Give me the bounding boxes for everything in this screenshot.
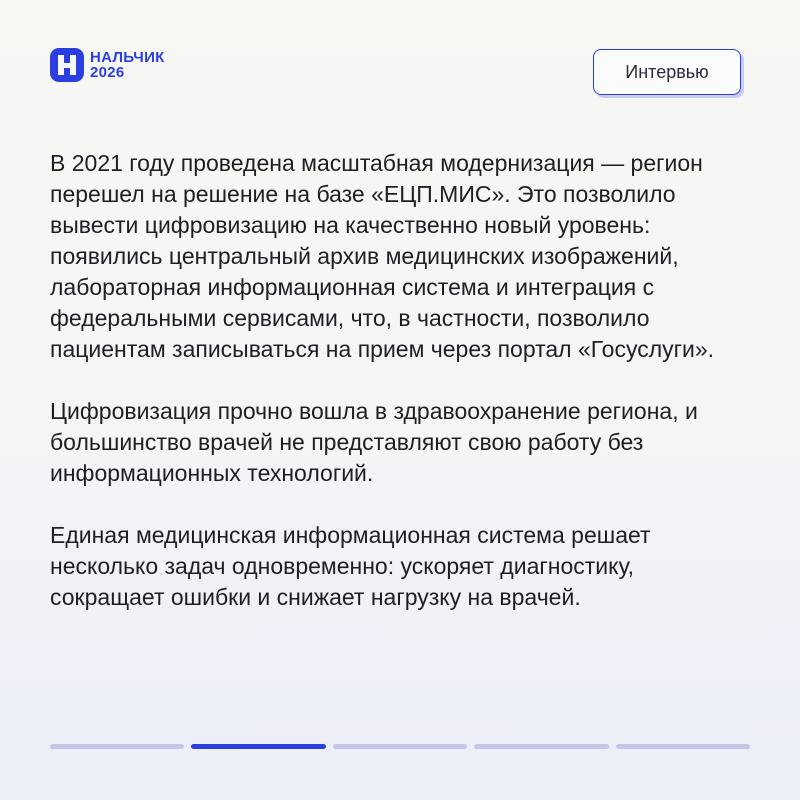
logo-line-1: НАЛЬЧИК	[90, 49, 165, 66]
brand-logo	[50, 48, 165, 82]
paragraph-2: Цифровизация прочно вошла в здравоохранение региона, и большинство врачей не представляют свою работу без информационных технологий.	[50, 398, 698, 486]
logo-text	[90, 50, 165, 80]
paragraph-1: В 2021 году проведена масштабная модернизация — регион перешел на решение на базе «ЕЦП.МИС». Это позволило вывести цифровизацию на качественно новый уровень: появились центральный архив медицинских изображений, лабораторная информационная система и интеграция с федеральными сервисами, что, в частности, позволило пациентам записываться на прием через портал «Госуслуги».	[50, 150, 715, 362]
paragraph-3: Единая медицинская информационная система решает несколько задач одновременно: ускоряет диагностику, сокращает ошибки и снижает нагрузку на врачей.	[50, 522, 651, 610]
category-tag[interactable]: Интервью	[593, 49, 741, 95]
progress-segment-active	[191, 744, 325, 749]
progress-segment	[333, 744, 467, 749]
progress-segment	[50, 744, 184, 749]
progress-segment	[474, 744, 608, 749]
progress-segment	[616, 744, 750, 749]
article-body	[50, 148, 750, 644]
logo-h-icon	[50, 48, 84, 82]
page-progress-indicator	[50, 744, 750, 749]
logo-line-2: 2026	[90, 64, 125, 81]
